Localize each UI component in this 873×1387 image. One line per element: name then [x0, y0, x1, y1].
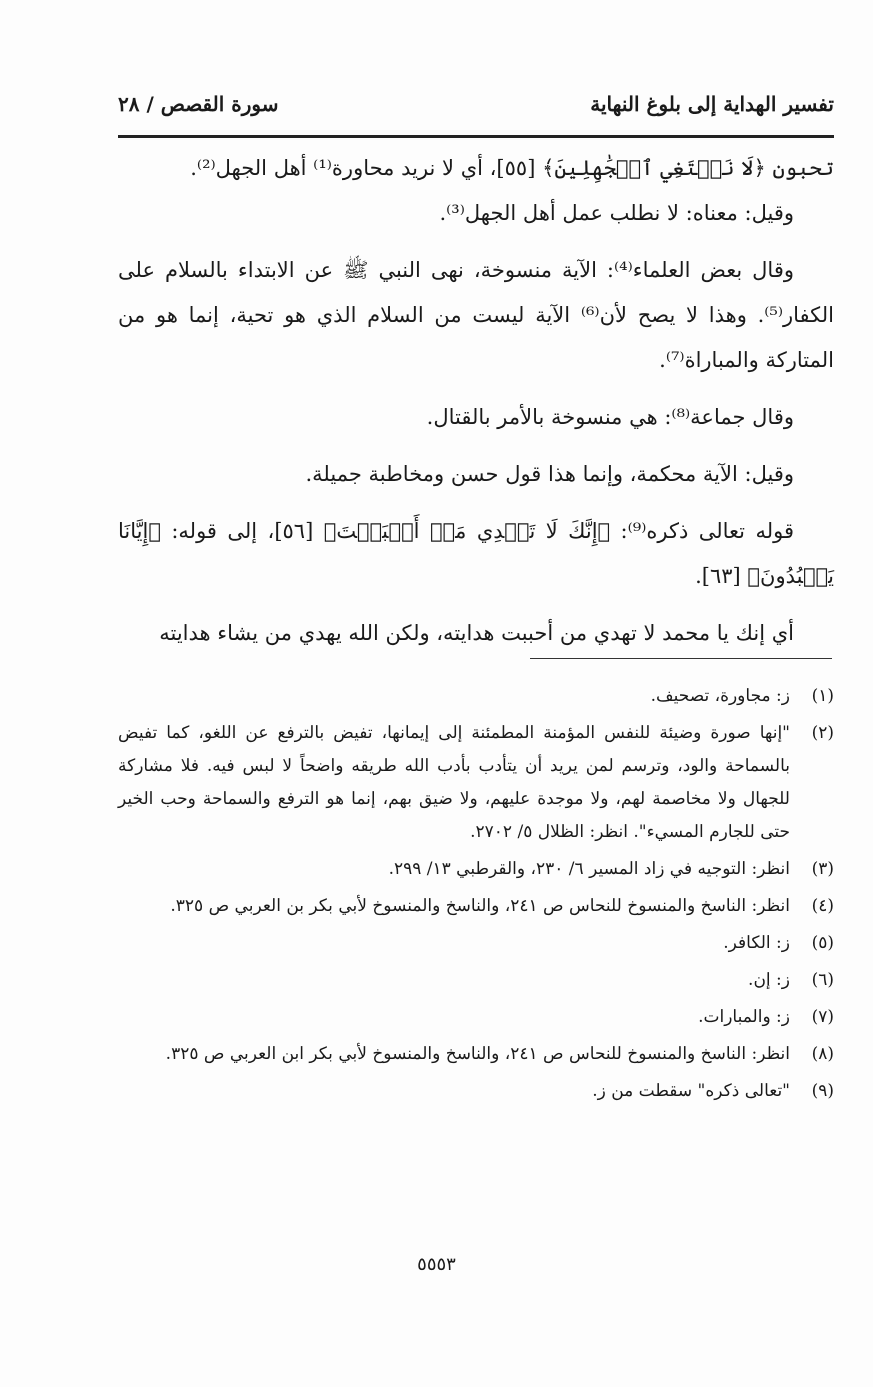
footnote-item [118, 717, 834, 849]
footnote-number: (٥) [811, 933, 834, 953]
paragraph-3: وقال بعض العلماء⁽⁴⁾: الآية منسوخة، نهى النبي ﷺ عن الابتداء بالسلام على الكفار⁽⁵⁾. وهذا لا يصح لأن⁽⁶⁾ الآية ليست من السلام الذي هو تحية، إنما هو من المتاركة والمباراة⁽⁷⁾. [118, 258, 834, 372]
running-header [118, 86, 834, 126]
footnote-text: ز: مجاورة، تصحيف. [650, 686, 790, 706]
paragraph-6: قوله تعالى ذكره⁽⁹⁾: ﴿إِنَّكَ لَا تَهۡدِي مَنۡ أَحۡبَبۡتَ﴾ [٥٦]، إلى قوله: ﴿إِيَّانَا يَعۡبُدُونَ﴾ [٦٣]. [118, 519, 834, 588]
paragraph-2: وقيل: معناه: لا نطلب عمل أهل الجهل⁽³⁾. [439, 201, 794, 225]
footnote-item [118, 890, 834, 923]
footnote-item [118, 1038, 834, 1071]
paragraph-7: أي إنك يا محمد لا تهدي من أحببت هدايته، ولكن الله يهدي من يشاء هدايته [159, 621, 794, 645]
page-number: ٥٥٥٣ [417, 1254, 456, 1275]
header-rule [118, 135, 834, 138]
book-title: تفسير الهداية إلى بلوغ النهاية [590, 92, 834, 116]
paragraph-1: تحبون ﴿لَا نَبۡتَغِي ٱلۡجَٰهِلِينَ﴾ [٥٥]، أي لا نريد محاورة⁽¹⁾ أهل الجهل⁽²⁾. [190, 156, 834, 180]
footnote-text: انظر: الناسخ والمنسوخ للنحاس ص ٢٤١، والناسخ والمنسوخ لأبي بكر بن العربي ص ٣٢٥. [170, 896, 790, 916]
footnotes [118, 680, 834, 1112]
footnote-number: (٩) [811, 1081, 834, 1101]
footnote-number: (٨) [811, 1044, 834, 1064]
footnote-text: انظر: الناسخ والمنسوخ للنحاس ص ٢٤١، والناسخ والمنسوخ لأبي بكر ابن العربي ص ٣٢٥. [165, 1044, 790, 1064]
footnote-text: "تعالى ذكره" سقطت من ز. [592, 1081, 790, 1101]
footnote-item [118, 680, 834, 713]
footnote-item [118, 1075, 834, 1108]
footnote-text: ز: إن. [748, 970, 790, 990]
footnote-number: (٧) [811, 1007, 834, 1027]
footnote-item [118, 927, 834, 960]
footnote-item [118, 853, 834, 886]
footnote-number: (٢) [811, 723, 834, 743]
footnote-text: "إنها صورة وضيئة للنفس المؤمنة المطمئنة إلى إيمانها، تفيض بالترفع عن اللغو، كما تفيض بالسماحة والود، وترسم لمن يريد أن يتأدب بأدب الله طريقه واضحاً لا لبس فيه. فلا مشاركة للجهال ولا مخاصمة لهم، ولا موجدة عليهم، ولا ضيق بهم، إنما هو الترفع والسماحة وحب الخير حتى للجارم المسيء". انظر: الظلال ٥/ ٢٧٠٢. [118, 723, 790, 842]
footnote-number: (٤) [811, 896, 834, 916]
footnote-rule [530, 658, 832, 659]
main-text [118, 146, 834, 656]
footnote-text: ز: الكافر. [723, 933, 790, 953]
footnote-number: (٦) [811, 970, 834, 990]
footnote-number: (٣) [811, 859, 834, 879]
surah-label: سورة القصص / ٢٨ [118, 92, 279, 116]
footnote-item [118, 1001, 834, 1034]
footnote-text: ز: والمبارات. [698, 1007, 790, 1027]
paragraph-4: وقال جماعة⁽⁸⁾: هي منسوخة بالأمر بالقتال. [426, 405, 794, 429]
footnote-number: (١) [811, 686, 834, 706]
paragraph-5: وقيل: الآية محكمة، وإنما هذا قول حسن ومخاطبة جميلة. [305, 462, 794, 486]
footnote-text: انظر: التوجيه في زاد المسير ٦/ ٢٣٠، والقرطبي ١٣/ ٢٩٩. [388, 859, 790, 879]
footnote-item [118, 964, 834, 997]
